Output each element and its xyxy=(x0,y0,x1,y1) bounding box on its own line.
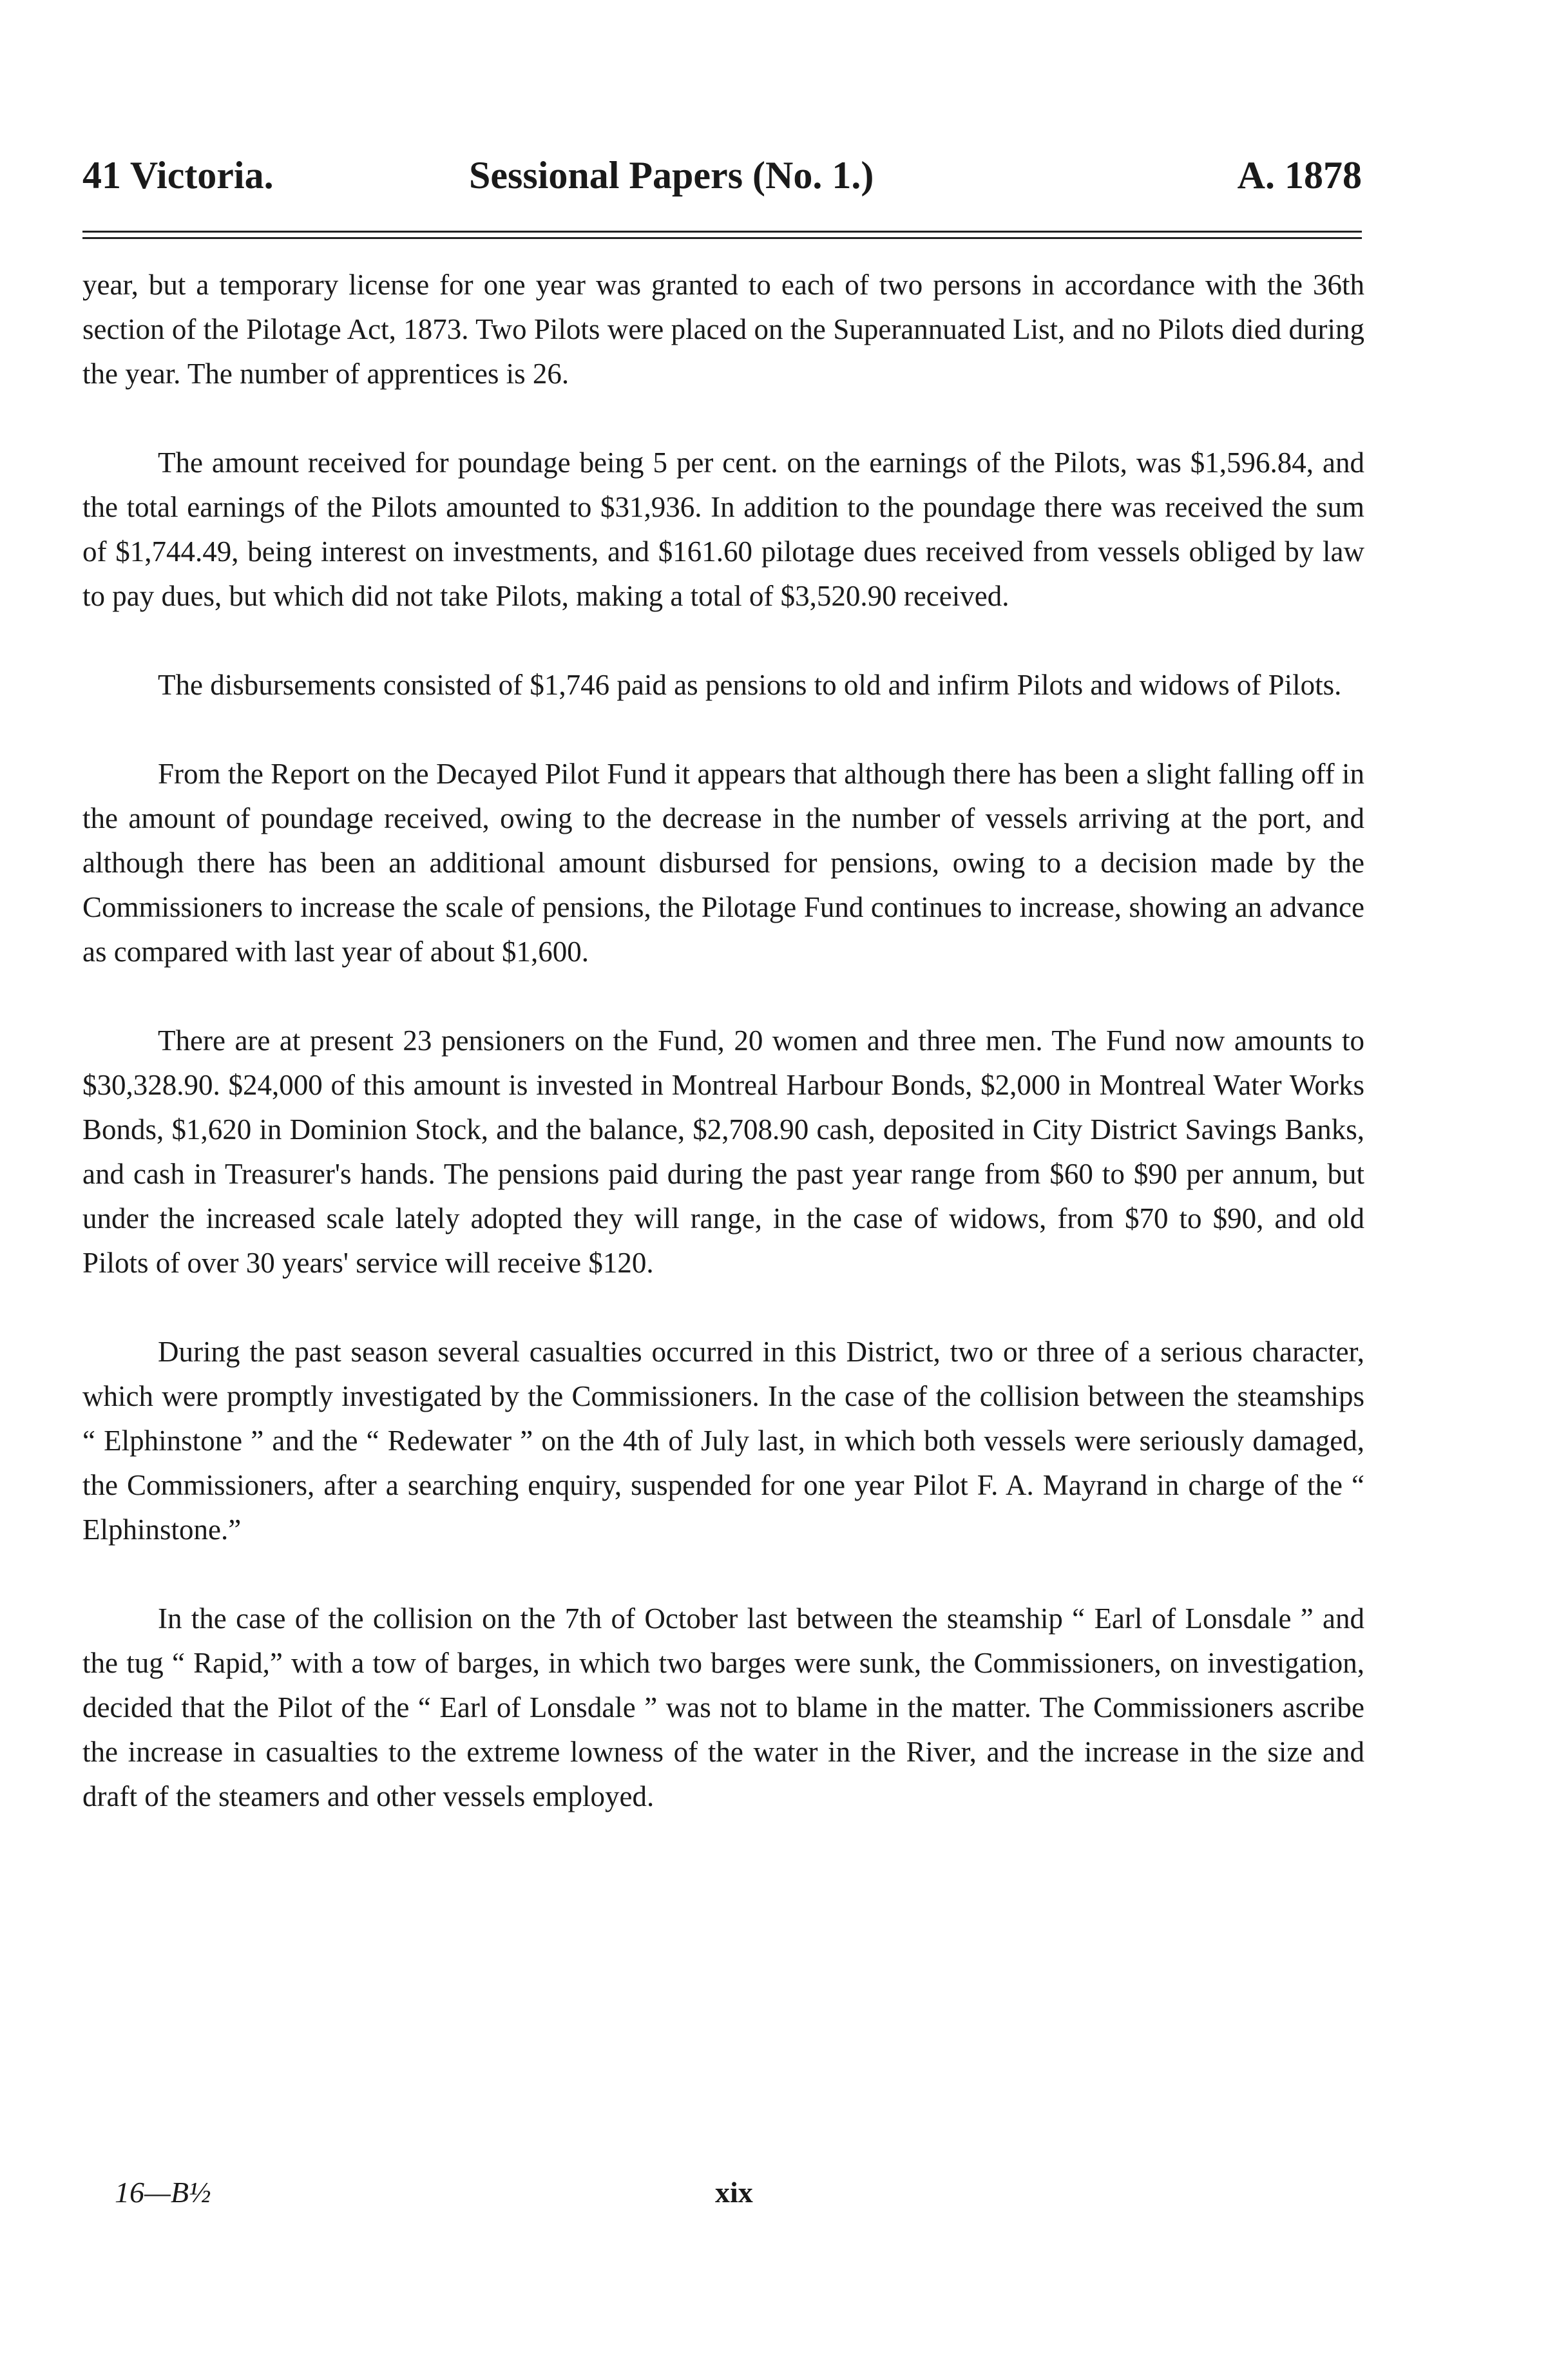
paragraph-disbursements: The disbursements consisted of $1,746 paid as pensions to old and infirm Pilots and widows of Pilots. xyxy=(158,669,1342,701)
body-text xyxy=(82,263,1364,1863)
page-footer xyxy=(115,2175,1362,2220)
header-series: A. 1878 xyxy=(1237,154,1362,197)
signature-mark: 16—B½ xyxy=(115,2176,211,2209)
page-number: xix xyxy=(715,2176,753,2209)
paragraph-collision-lonsdale: In the case of the collision on the 7th of October last between the steamship “ Earl of Lonsdale ” and the tug “ Rapid,” with a tow of barges, in which two barges were sunk, the Commissioners, on investigation, decided that the Pilot of the “ Earl of Lonsdale ” was not to blame in the matter. The Commissioners ascribe the increase in casualties to the extreme lowness of the water in the River, and the increase in the size and draft of the steamers and other vessels employed. xyxy=(82,1602,1364,1812)
header-rule-top xyxy=(82,231,1362,233)
header-volume: 41 Victoria. xyxy=(82,154,274,197)
paragraph-decayed-pilot-fund: From the Report on the Decayed Pilot Fund it appears that although there has been a slight falling off in the amount of poundage received, owing to the decrease in the number of vessels arriving at the port, and although there has been an additional amount disbursed for pensions, owing to a decision made by the Commissioners to increase the scale of pensions, the Pilotage Fund continues to increase, showing an advance as compared with last year of about $1,600. xyxy=(82,758,1364,968)
paragraph-poundage: The amount received for poundage being 5 per cent. on the earnings of the Pilots, was $1,596.84, and the total earnings of the Pilots amounted to $31,936. In addition to the poundage there was received the sum of $1,744.49, being interest on investments, and $161.60 pilotage dues received from vessels obliged by law to pay dues, but which did not take Pilots, making a total of $3,520.90 received. xyxy=(82,447,1364,612)
header-title: Sessional Papers (No. 1.) xyxy=(469,154,874,197)
paragraph-pensioners: There are at present 23 pensioners on the Fund, 20 women and three men. The Fund now amounts to $30,328.90. $24,000 of this amount is invested in Montreal Harbour Bonds, $2,000 in Montreal Water Works Bonds, $1,620 in Dominion Stock, and the balance, $2,708.90 cash, deposited in City District Savings Banks, and cash in Treasurer's hands. The pensions paid during the past year range from $60 to $90 per annum, but under the increased scale lately adopted they will range, in the case of widows, from $70 to $90, and old Pilots of over 30 years' service will receive $120. xyxy=(82,1024,1364,1279)
paragraph-casualties: During the past season several casualties occurred in this District, two or three of a serious character, which were promptly investigated by the Commissioners. In the case of the collision between the steamships “ Elphinstone ” and the “ Redewater ” on the 4th of July last, in which both vessels were seriously damaged, the Commissioners, after a searching enquiry, suspended for one year Pilot F. A. Mayrand in charge of the “ Elphinstone.” xyxy=(82,1336,1364,1546)
running-header xyxy=(82,153,1362,205)
header-rule-bottom xyxy=(82,237,1362,239)
paragraph-continuation: year, but a temporary license for one year was granted to each of two persons in accordance with the 36th section of the Pilotage Act, 1873. Two Pilots were placed on the Superannuated List, and no Pilots died during the year. The number of apprentices is 26. xyxy=(82,269,1364,390)
